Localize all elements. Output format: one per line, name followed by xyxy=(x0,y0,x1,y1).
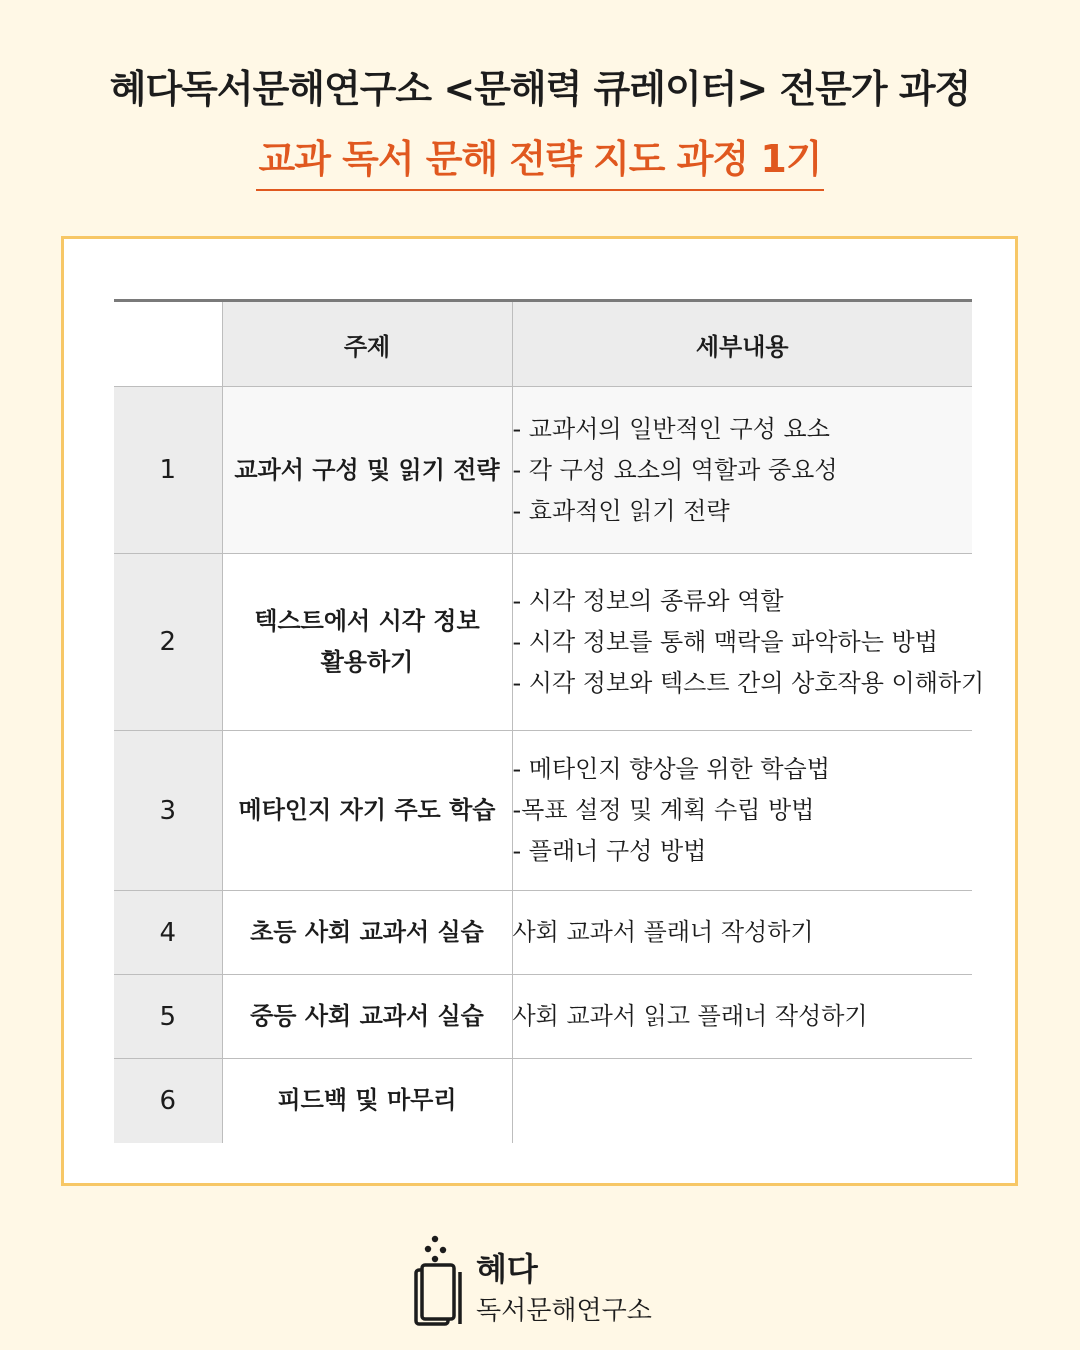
detail-line: -목표 설정 및 계획 수립 방법 xyxy=(512,796,815,824)
header-blank-cell xyxy=(114,301,222,387)
row-number: 6 xyxy=(114,1059,222,1143)
row-details xyxy=(512,554,985,731)
row-topic xyxy=(222,975,512,1059)
page-title: 혜다독서문해연구소 <문해력 큐레이터> 전문가 과정 xyxy=(109,67,971,111)
row-details xyxy=(512,1059,972,1143)
topic-line: 교과서 구성 및 읽기 전략 xyxy=(234,455,500,484)
logo-line-2: 독서문해연구소 xyxy=(476,1296,652,1326)
row-number: 3 xyxy=(114,731,222,891)
row-number: 2 xyxy=(114,554,222,731)
row-number: 1 xyxy=(114,387,222,554)
table-row xyxy=(114,387,972,554)
detail-line: - 효과적인 읽기 전략 xyxy=(512,496,730,525)
topic-line: 피드백 및 마무리 xyxy=(277,1086,457,1115)
topic-line: 초등 사회 교과서 실습 xyxy=(250,918,484,946)
topic-line: 활용하기 xyxy=(320,648,414,676)
detail-line: - 시각 정보를 통해 맥락을 파악하는 방법 xyxy=(512,627,938,656)
table-row xyxy=(114,1059,972,1143)
detail-line: - 메타인지 향상을 위한 학습법 xyxy=(512,755,830,783)
detail-line: - 시각 정보의 종류와 역할 xyxy=(512,586,784,615)
brand-logo xyxy=(408,1232,688,1332)
header-topic: 주제 xyxy=(222,301,512,387)
row-number: 4 xyxy=(114,891,222,975)
detail-line: 사회 교과서 플래너 작성하기 xyxy=(512,918,814,946)
row-details xyxy=(512,891,972,975)
subtitle-wrap xyxy=(0,128,1080,191)
row-details xyxy=(512,975,972,1059)
book-with-dots-icon xyxy=(408,1232,468,1332)
table-row xyxy=(114,975,972,1059)
table-row xyxy=(114,554,972,731)
detail-line: - 교과서의 일반적인 구성 요소 xyxy=(512,414,830,443)
detail-line: - 각 구성 요소의 역할과 중요성 xyxy=(512,455,838,484)
page-subtitle: 교과 독서 문해 전략 지도 과정 1기 xyxy=(256,128,823,191)
detail-line: 사회 교과서 읽고 플래너 작성하기 xyxy=(512,1002,868,1030)
row-details xyxy=(512,731,972,891)
header-details: 세부내용 xyxy=(512,301,972,387)
table-row xyxy=(114,731,972,891)
row-topic xyxy=(222,554,512,731)
table-header-row xyxy=(114,301,972,387)
curriculum-table xyxy=(114,299,985,1143)
logo-line-1: 혜다 xyxy=(476,1250,538,1288)
row-topic xyxy=(222,891,512,975)
detail-line: - 시각 정보와 텍스트 간의 상호작용 이해하기 xyxy=(512,668,985,697)
topic-line: 텍스트에서 시각 정보 xyxy=(254,607,480,635)
row-topic xyxy=(222,387,512,554)
topic-line: 중등 사회 교과서 실습 xyxy=(250,1002,484,1030)
table-row xyxy=(114,891,972,975)
row-number: 5 xyxy=(114,975,222,1059)
row-topic xyxy=(222,731,512,891)
row-details xyxy=(512,387,972,554)
curriculum-card xyxy=(61,236,1018,1186)
topic-line: 메타인지 자기 주도 학습 xyxy=(238,796,496,824)
detail-line: - 플래너 구성 방법 xyxy=(512,837,707,865)
row-topic xyxy=(222,1059,512,1143)
